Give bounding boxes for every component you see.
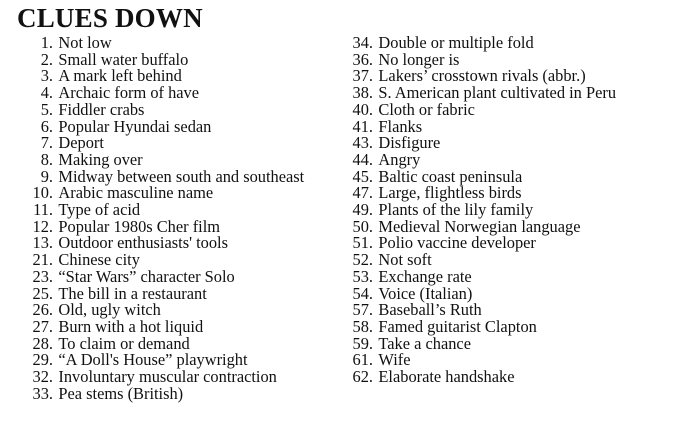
clue-text: Plants of the lily family [378,200,534,220]
clue-text: Burn with a hot liquid [58,316,204,336]
clue-text: “A Doll's House” playwright [58,350,248,370]
clue-number: 25. [32,283,53,303]
clue-number: 53. [352,266,373,286]
clue-text: Cloth or fabric [378,99,475,119]
clue-number: 4. [40,83,53,103]
clue-text: Exchange rate [378,266,472,286]
clue-text: Flanks [378,116,423,136]
clue-number: 11. [33,200,53,220]
clue-text: To claim or demand [58,333,190,353]
clue-number: 6. [40,116,53,136]
clue-text: No longer is [378,49,460,69]
clue-text: Not low [58,33,112,52]
clue-number: 8. [40,149,53,169]
clue-text: Archaic form of have [58,83,200,103]
clue-text: Popular 1980s Cher film [58,216,221,236]
clue-text: Small water buffalo [58,49,189,69]
clue-number: 10. [32,183,53,203]
clue-number: 28. [32,333,53,353]
clue-text: Famed guitarist Clapton [378,316,537,336]
clue-text: Popular Hyundai sedan [58,116,212,136]
clue-text: “Star Wars” character Solo [58,266,235,286]
clue-text: Baseball’s Ruth [378,300,482,320]
clue-number: 45. [352,166,373,186]
clue-number: 37. [352,66,373,86]
clue-number: 9. [40,166,53,186]
clue-item [20,383,340,403]
clue-text: Disfigure [378,133,441,153]
clue-item [20,99,340,119]
clue-text: Involuntary muscular contraction [58,367,277,387]
clue-number: 59. [352,333,373,353]
clue-text: Double or multiple fold [378,33,534,52]
clues-left-column [20,35,340,402]
clue-number: 49. [352,200,373,220]
clue-text: Old, ugly witch [58,300,161,320]
clue-item [340,99,670,119]
clue-text: Large, flightless birds [378,183,522,203]
clue-text: Midway between south and southeast [58,166,305,186]
clue-text: Take a chance [378,333,471,353]
clue-text: Arabic masculine name [58,183,214,203]
clue-number: 38. [352,83,373,103]
clue-number: 29. [32,350,53,370]
clue-number: 36. [352,49,373,69]
clue-text: Chinese city [58,250,140,270]
clue-number: 21. [32,250,53,270]
clue-text: Fiddler crabs [58,99,145,119]
clue-number: 26. [32,300,53,320]
clue-text: Elaborate handshake [378,367,515,387]
clue-text: Polio vaccine developer [378,233,536,253]
clue-text: Angry [378,149,421,169]
clue-text: Making over [58,149,143,169]
page-title: CLUES DOWN [17,3,203,33]
clue-number: 62. [352,367,373,387]
clue-number: 1. [40,33,53,52]
clue-number: 12. [32,216,53,236]
clue-number: 61. [352,350,373,370]
clue-text: Medieval Norwegian language [378,216,581,236]
clue-text: Pea stems (British) [58,383,184,403]
clue-number: 27. [32,316,53,336]
clue-number: 13. [32,233,53,253]
clue-number: 54. [352,283,373,303]
clue-text: Wife [378,350,411,370]
clue-number: 43. [352,133,373,153]
clue-number: 33. [32,383,53,403]
clue-item [340,369,670,386]
clue-number: 52. [352,250,373,270]
clue-text: Type of acid [58,200,141,220]
clue-text: Lakers’ crosstown rivals (abbr.) [378,66,586,86]
clue-text: Not soft [378,250,432,270]
clue-text: Outdoor enthusiasts' tools [58,233,228,253]
clue-number: 40. [352,99,373,119]
clue-number: 57. [352,300,373,320]
clue-number: 47. [352,183,373,203]
clue-number: 2. [40,49,53,69]
clue-number: 34. [352,33,373,52]
clue-text: Baltic coast peninsula [378,166,523,186]
clue-text: Deport [58,133,104,153]
clues-right-column [340,35,670,386]
clue-text: S. American plant cultivated in Peru [378,83,617,103]
clue-number: 7. [40,133,53,153]
clue-number: 41. [352,116,373,136]
clue-number: 44. [352,149,373,169]
clue-number: 3. [40,66,53,86]
clue-number: 32. [32,367,53,387]
clue-text: Voice (Italian) [378,283,473,303]
clue-number: 5. [40,99,53,119]
clue-number: 51. [352,233,373,253]
clue-text: A mark left behind [58,66,182,86]
clue-text: The bill in a restaurant [58,283,207,303]
clue-number: 23. [32,266,53,286]
clue-number: 50. [352,216,373,236]
clue-number: 58. [352,316,373,336]
